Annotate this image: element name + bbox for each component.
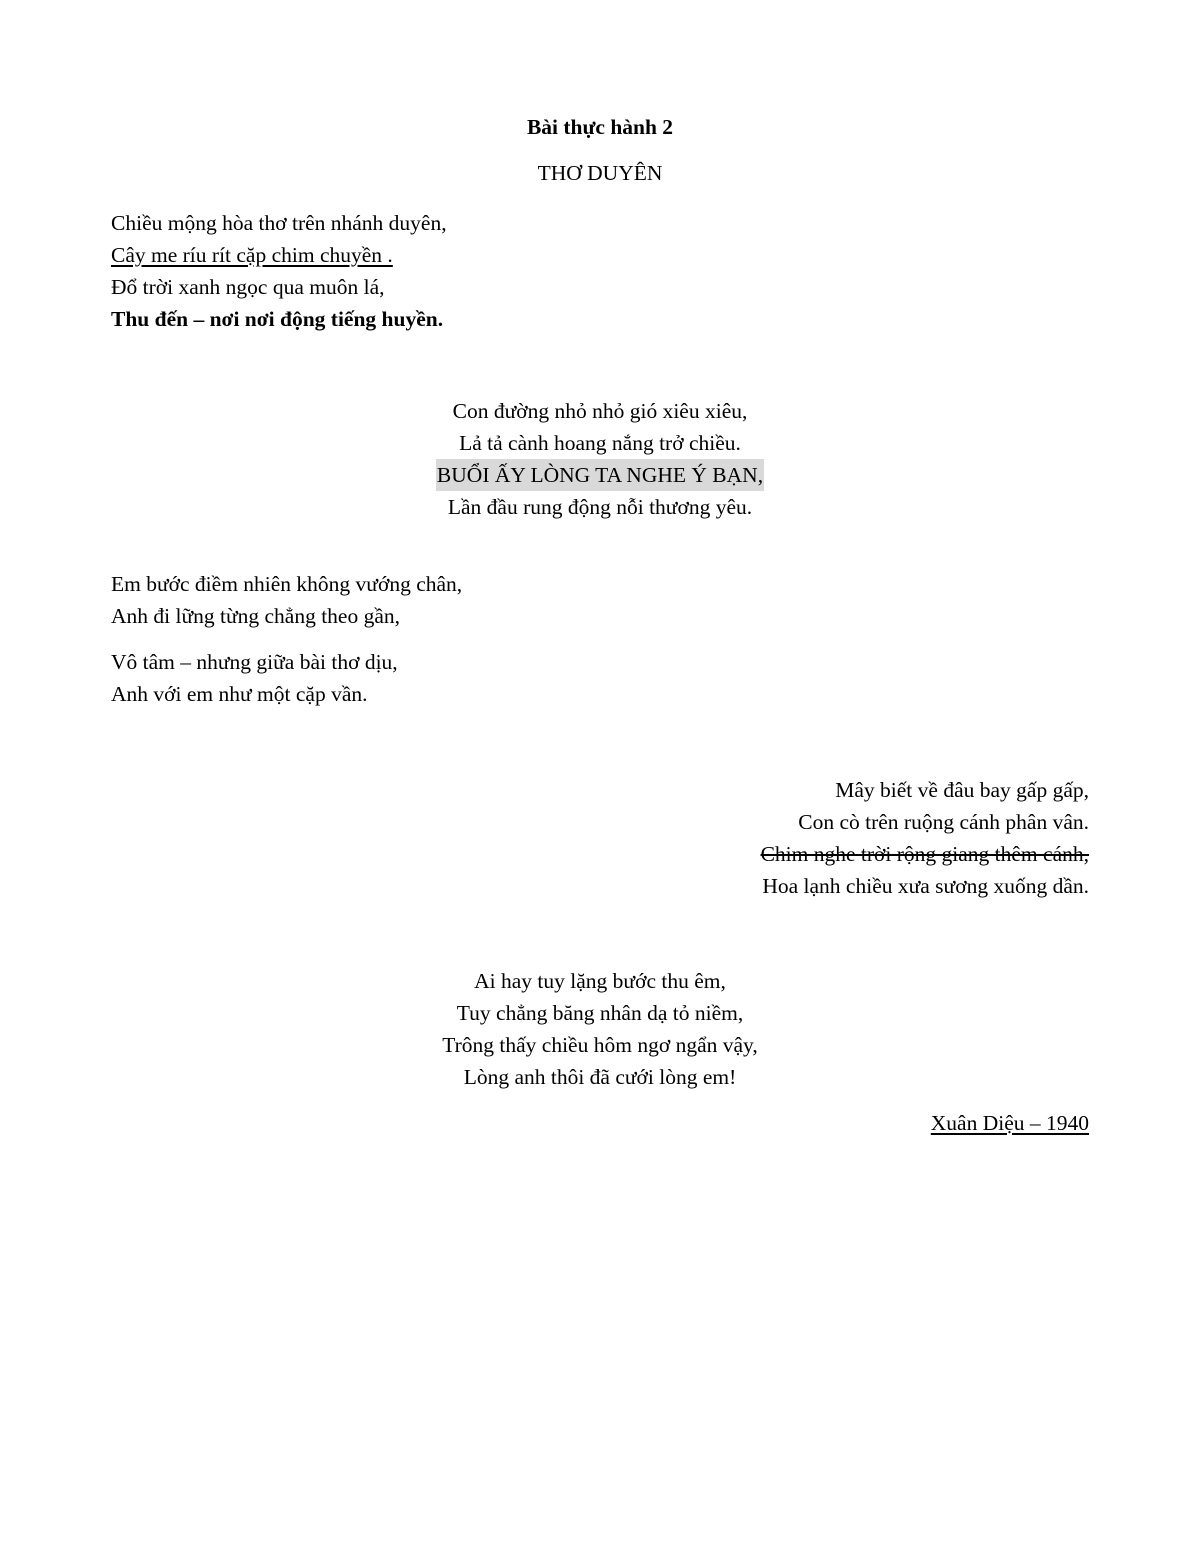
stanza-3-part-1 xyxy=(111,568,1089,632)
stanza-4-line-1: Mây biết về đâu bay gấp gấp, xyxy=(835,778,1089,802)
stanza-2-line-2: Lả tả cành hoang nắng trở chiều. xyxy=(459,431,741,455)
stanza-5-line-3: Trông thấy chiều hôm ngơ ngẩn vậy, xyxy=(442,1033,758,1057)
stanza-2-line-3-highlighted: BUỔI ẤY LÒNG TA NGHE Ý BẠN, xyxy=(436,459,764,491)
stanza-3-line-2: Anh đi lững từng chẳng theo gần, xyxy=(111,604,401,628)
stanza-5 xyxy=(111,965,1089,1093)
stanza-4-line-4: Hoa lạnh chiều xưa sương xuống dần. xyxy=(762,874,1089,898)
document-title: Bài thực hành 2 xyxy=(526,115,674,139)
stanza-1-line-2: Cây me ríu rít cặp chim chuyền . xyxy=(111,243,393,267)
stanza-1-line-3: Đổ trời xanh ngọc qua muôn lá, xyxy=(111,275,385,299)
poem-title-block xyxy=(111,157,1089,189)
stanza-2-line-1: Con đường nhỏ nhỏ gió xiêu xiêu, xyxy=(452,399,748,423)
author-signature: Xuân Diệu – 1940 xyxy=(930,1111,1089,1135)
stanza-1-line-1: Chiều mộng hòa thơ trên nhánh duyên, xyxy=(111,211,447,235)
stanza-2-line-4: Lần đầu rung động nỗi thương yêu. xyxy=(447,495,753,519)
stanza-3-line-3: Vô tâm – nhưng giữa bài thơ dịu, xyxy=(111,650,398,674)
poem-title: THƠ DUYÊN xyxy=(537,161,663,185)
signature-block xyxy=(111,1107,1089,1139)
stanza-2 xyxy=(111,395,1089,523)
stanza-4 xyxy=(111,774,1089,902)
stanza-1 xyxy=(111,207,1089,335)
stanza-4-line-3-strikethrough: Chim nghe trời rộng giang thêm cánh, xyxy=(760,842,1089,866)
stanza-5-line-2: Tuy chẳng băng nhân dạ tỏ niềm, xyxy=(456,1001,744,1025)
stanza-3-part-2 xyxy=(111,646,1089,710)
stanza-3-line-4: Anh với em như một cặp vần. xyxy=(111,682,368,706)
stanza-5-line-4: Lòng anh thôi đã cưới lòng em! xyxy=(463,1065,737,1089)
document-title-block xyxy=(111,111,1089,143)
stanza-5-line-1: Ai hay tuy lặng bước thu êm, xyxy=(474,969,726,993)
stanza-4-line-2: Con cò trên ruộng cánh phân vân. xyxy=(798,810,1089,834)
stanza-3-line-1: Em bước điềm nhiên không vướng chân, xyxy=(111,572,463,596)
stanza-1-line-4: Thu đến – nơi nơi động tiếng huyền. xyxy=(111,307,444,331)
